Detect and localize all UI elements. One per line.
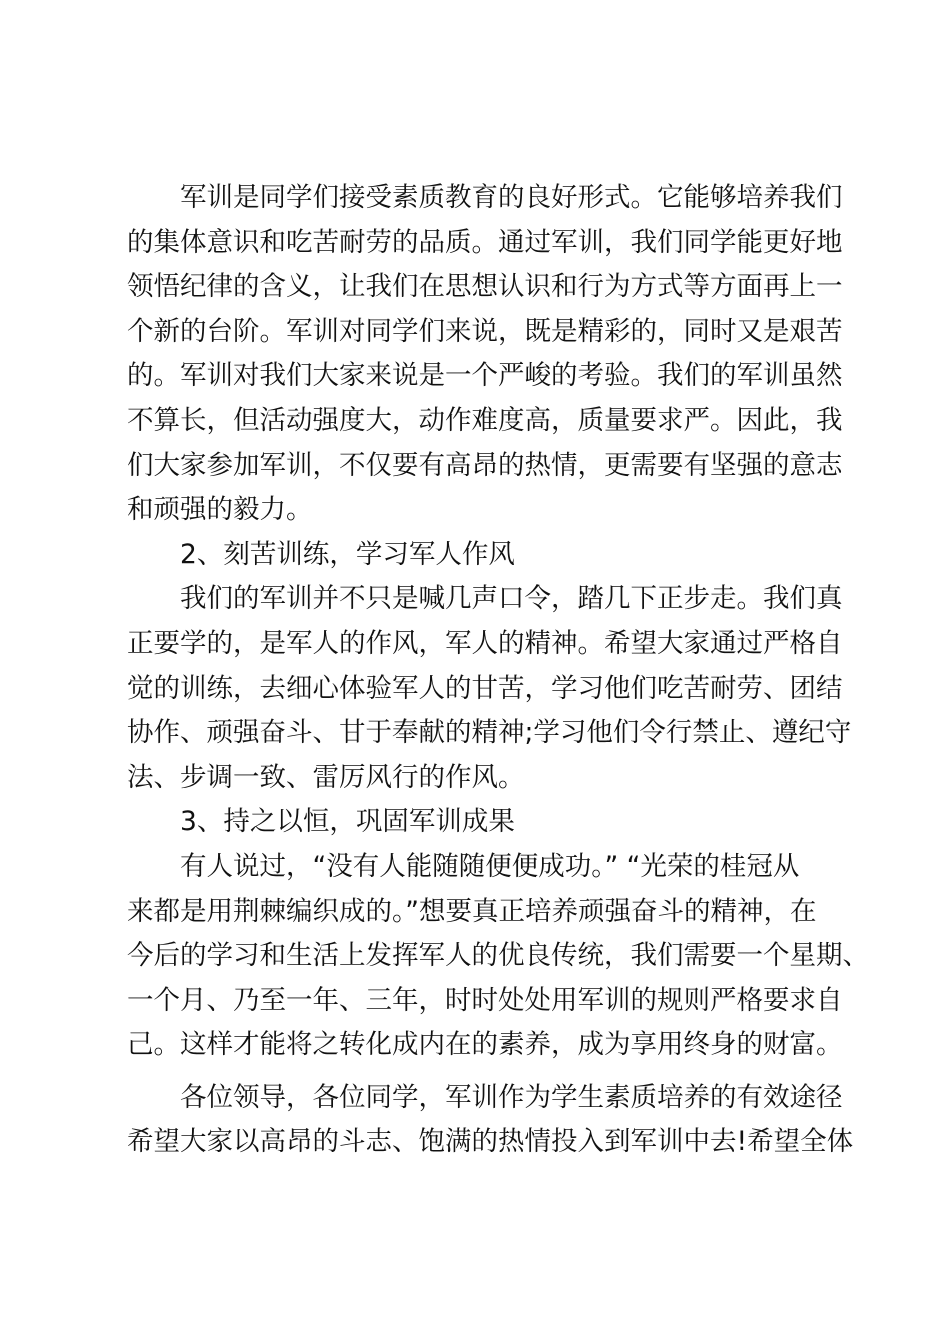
paragraph-line: 正要学的，是军人的作风，军人的精神。希望大家通过严格自 xyxy=(127,627,843,659)
paragraph-line: 己。这样才能将之转化成内在的素养，成为享用终身的财富。 xyxy=(127,1029,843,1061)
paragraph-line: 一个月、乃至一年、三年，时时处处用军训的规则严格要求自 xyxy=(127,984,843,1016)
paragraph-line: 希望大家以高昂的斗志、饱满的热情投入到军训中去!希望全体 xyxy=(127,1126,854,1158)
paragraph-line: 领悟纪律的含义，让我们在思想认识和行为方式等方面再上一 xyxy=(127,271,843,303)
paragraph-line: 的。军训对我们大家来说是一个严峻的考验。我们的军训虽然 xyxy=(127,360,843,392)
paragraph-line: 觉的训练，去细心体验军人的甘苦，学习他们吃苦耐劳、团结 xyxy=(127,672,843,704)
paragraph-line: 个新的台阶。军训对同学们来说，既是精彩的，同时又是艰苦 xyxy=(127,315,843,347)
paragraph-line: 们大家参加军训，不仅要有高昂的热情，更需要有坚强的意志 xyxy=(127,449,843,481)
section-heading: 3、持之以恒，巩固军训成果 xyxy=(180,806,515,838)
document-body xyxy=(127,176,869,1165)
paragraph-line: 各位领导，各位同学，军训作为学生素质培养的有效途径 xyxy=(180,1081,843,1113)
paragraph-line: 和顽强的毅力。 xyxy=(127,494,313,526)
paragraph-line: 军训是同学们接受素质教育的良好形式。它能够培养我们 xyxy=(180,182,843,213)
paragraph-line: 我们的军训并不只是喊几声口令，踏几下正步走。我们真 xyxy=(180,583,843,615)
paragraph-line: 法、步调一致、雷厉风行的作风。 xyxy=(127,761,525,793)
paragraph-line: 今后的学习和生活上发挥军人的优良传统，我们需要一个星期、 xyxy=(127,940,869,972)
paragraph-line: 有人说过，“没有人能随随便便成功。” “光荣的桂冠从 xyxy=(180,850,800,882)
paragraph-line: 的集体意识和吃苦耐劳的品质。通过军训，我们同学能更好地 xyxy=(127,226,843,258)
section-heading: 2、刻苦训练，学习军人作风 xyxy=(180,538,515,570)
paragraph-spacer xyxy=(127,1068,847,1076)
paragraph-line: 来都是用荆棘编织成的。”想要真正培养顽强奋斗的精神，在 xyxy=(127,895,817,927)
paragraph-line: 不算长，但活动强度大，动作难度高，质量要求严。因此，我 xyxy=(127,404,843,436)
paragraph-line: 协作、顽强奋斗、甘于奉献的精神;学习他们令行禁止、遵纪守 xyxy=(127,717,852,749)
